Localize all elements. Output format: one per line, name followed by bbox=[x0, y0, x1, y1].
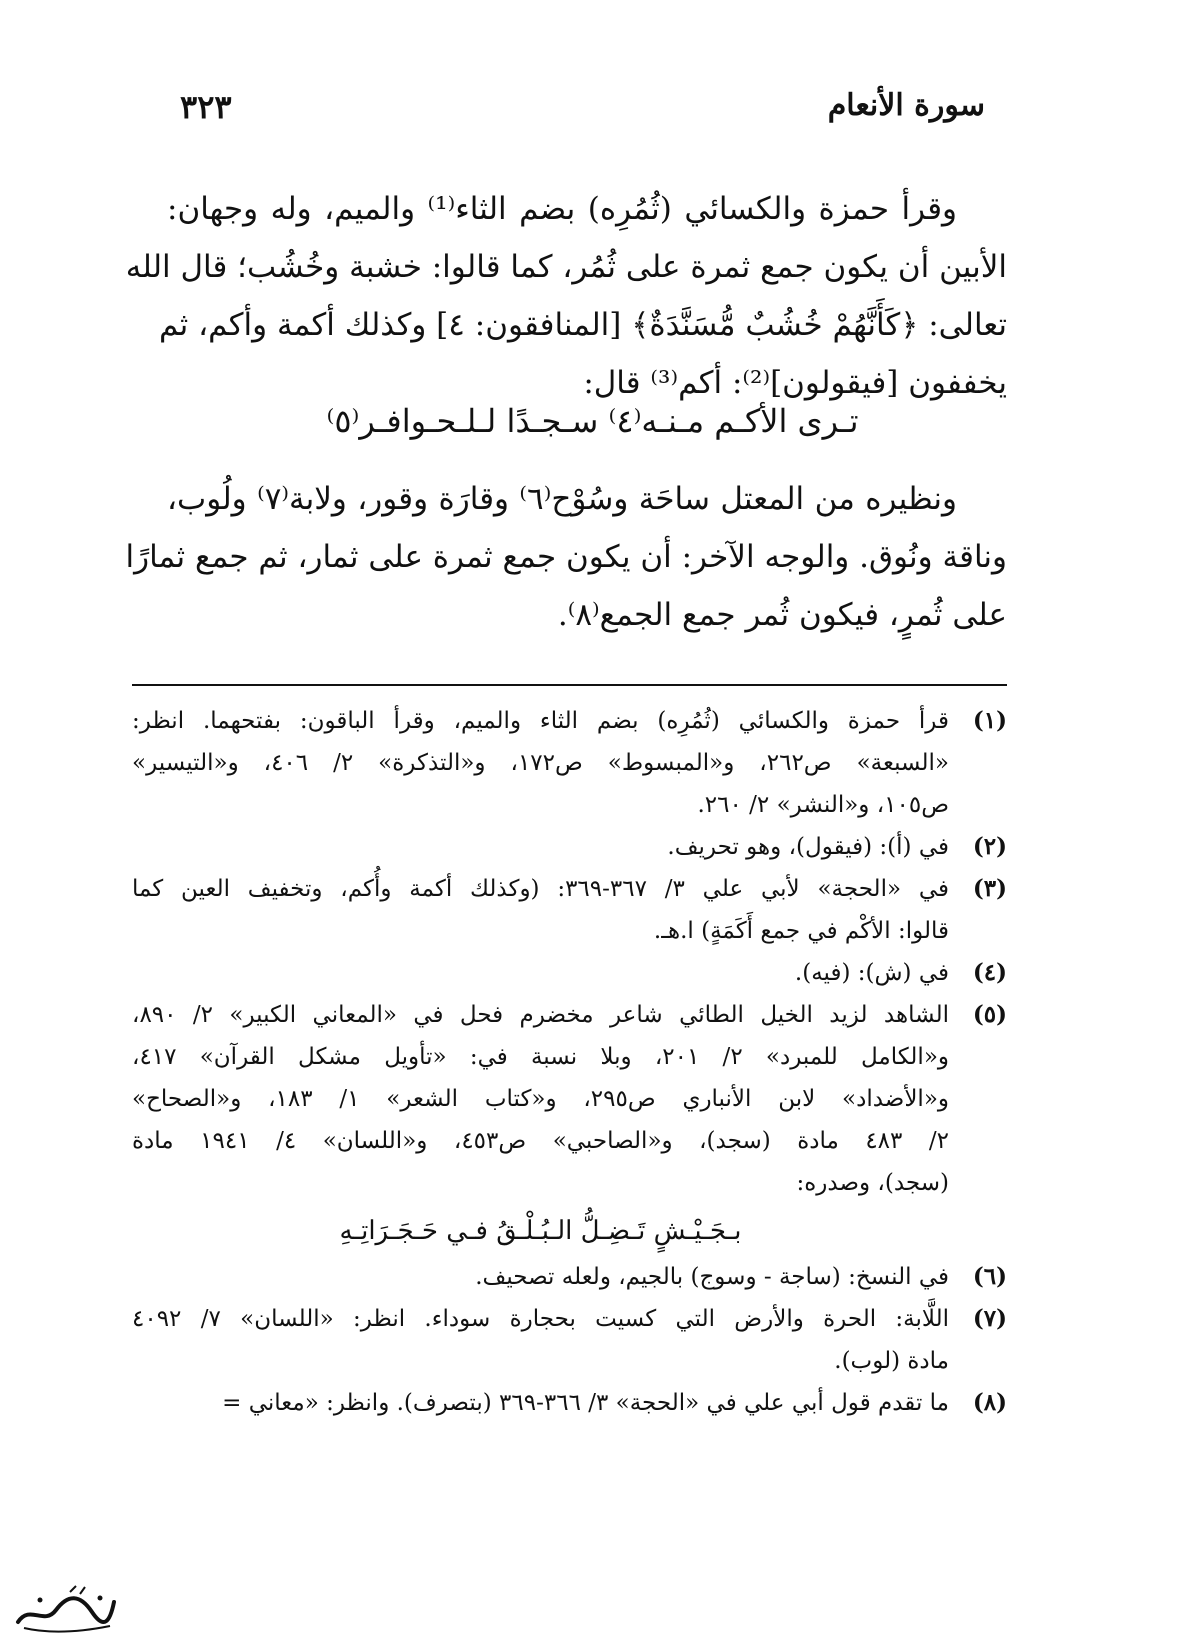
footnote-6 bbox=[132, 1256, 1007, 1298]
footnote-number: (٧) bbox=[972, 1305, 1007, 1332]
footnote-number: (٢) bbox=[972, 833, 1007, 860]
footnote-number: (٦) bbox=[972, 1263, 1007, 1290]
footnote-line: و«الأضداد» لابن الأنباري ص٢٩٥، و«كتاب الشعر» ١/ ١٨٣، و«الصحاح» bbox=[132, 1086, 950, 1112]
footnotes bbox=[132, 700, 1007, 1424]
footnote-verse: بـجَـيْـشٍ تَـضِـلُّ الـبُـلْـقُ فـي حَـجَـرَاتِـهِ bbox=[339, 1216, 742, 1246]
main-line: ونظيره من المعتل ساحَة وسُوْح⁽٦⁾ وقارَة وقور، ولابة⁽٧⁾ ولُوب، bbox=[167, 481, 957, 517]
footnote-line: قرأ حمزة والكسائي (ثُمُرِه) بضم الثاء والميم، وقرأ الباقون: بفتحهما. انظر: bbox=[132, 708, 949, 734]
footnote-8 bbox=[132, 1382, 1007, 1424]
footnote-separator bbox=[132, 684, 1007, 686]
footnote-line: في «الحجة» لأبي علي ٣/ ٣٦٧-٣٦٩: (وكذلك أكمة وأُكم، وتخفيف العين كما bbox=[132, 876, 949, 902]
footnote-line: «السبعة» ص٢٦٢، و«المبسوط» ص١٧٢، و«التذكرة» ٢/ ٤٠٦، و«التيسير» bbox=[132, 750, 949, 776]
footnote-1 bbox=[132, 700, 1007, 826]
main-text-block-2 bbox=[125, 470, 1007, 644]
footnote-number: (١) bbox=[972, 707, 1007, 734]
footnote-number: (٣) bbox=[972, 875, 1007, 902]
main-line: يخففون [فيقولون]⁽²⁾: أكم⁽³⁾ قال: bbox=[583, 365, 1007, 401]
poetry-verse: تـرى الأكـم مـنـه⁽٤⁾ سـجـدًا لـلـحـوافـر⁽٥⁾ bbox=[326, 402, 859, 440]
main-line: وقرأ حمزة والكسائي (ثُمُرِه) بضم الثاء⁽¹⁾ والميم، وله وجهان: bbox=[167, 191, 957, 227]
publisher-stamp-logo bbox=[10, 1582, 120, 1638]
footnote-number: (٥) bbox=[972, 1001, 1007, 1028]
footnote-3 bbox=[132, 868, 1007, 952]
footnote-line: في (أ): (فيقول)، وهو تحريف. bbox=[667, 834, 949, 860]
main-line: على ثُمرٍ، فيكون ثُمر جمع الجمع⁽٨⁾. bbox=[557, 597, 1007, 633]
footnote-line: قالوا: الأكْم في جمع أَكَمَةٍ) ا.هـ. bbox=[653, 918, 949, 944]
footnote-7 bbox=[132, 1298, 1007, 1382]
footnote-number: (٤) bbox=[972, 959, 1007, 986]
footnote-line: الشاهد لزيد الخيل الطائي شاعر مخضرم فحل في «المعاني الكبير» ٢/ ٨٩٠، bbox=[132, 1002, 949, 1028]
footnote-line: (سجد)، وصدره: bbox=[796, 1170, 949, 1196]
footnote-line: في النسخ: (ساجة - وسوج) بالجيم، ولعله تصحيف. bbox=[475, 1264, 949, 1290]
footnote-4 bbox=[132, 952, 1007, 994]
footnote-line: اللَّابة: الحرة والأرض التي كسيت بحجارة سوداء. انظر: «اللسان» ٧/ ٤٠٩٢ bbox=[132, 1306, 950, 1332]
footnote-line: في (ش): (فيه). bbox=[794, 960, 949, 986]
main-line: تعالى: ﴿كَأَنَّهُمْ خُشُبٌ مُّسَنَّدَةٌ﴾ [المنافقون: ٤] وكذلك أكمة وأكم، ثم bbox=[159, 307, 1007, 343]
main-line: وناقة ونُوق. والوجه الآخر: أن يكون جمع ثمرة على ثمار، ثم جمع ثمارًا bbox=[125, 539, 1007, 575]
footnote-line: و«الكامل للمبرد» ٢/ ٢٠١، وبلا نسبة في: «تأويل مشكل القرآن» ٤١٧، bbox=[132, 1044, 950, 1070]
main-line: الأبين أن يكون جمع ثمرة على ثُمُر، كما قالوا: خشبة وخُشُب؛ قال الله bbox=[125, 249, 1007, 285]
main-text-block-1 bbox=[125, 180, 1007, 412]
footnote-line: ما تقدم قول أبي علي في «الحجة» ٣/ ٣٦٦-٣٦٩ (بتصرف). وانظر: «معاني = bbox=[222, 1390, 949, 1416]
footnote-2 bbox=[132, 826, 1007, 868]
footnote-number: (٨) bbox=[972, 1389, 1007, 1416]
surah-title: سورة الأنعام bbox=[827, 88, 985, 123]
footnote-line: ص١٠٥، و«النشر» ٢/ ٢٦٠. bbox=[697, 792, 949, 818]
footnote-5 bbox=[132, 994, 1007, 1256]
footnote-line: مادة (لوب). bbox=[834, 1348, 949, 1374]
page-number: ٣٢٣ bbox=[180, 88, 232, 126]
footnote-line: ٢/ ٤٨٣ مادة (سجد)، و«الصاحبي» ص٤٥٣، و«اللسان» ٤/ ١٩٤١ مادة bbox=[132, 1128, 950, 1154]
